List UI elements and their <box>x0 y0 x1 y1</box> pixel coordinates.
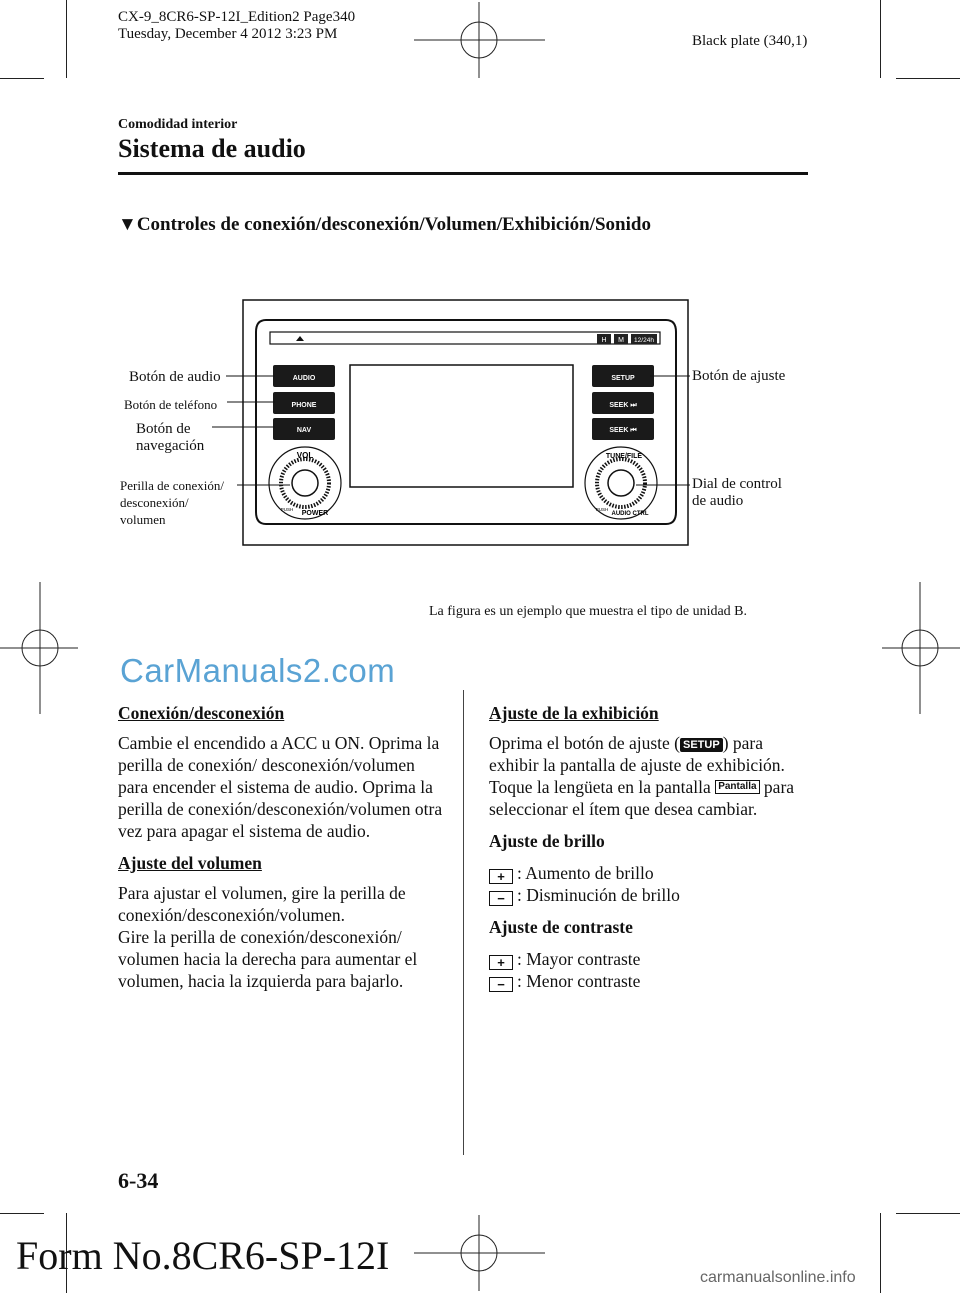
brightness-minus-row <box>489 884 814 906</box>
nav-button-text: NAV <box>296 427 312 434</box>
file-info-line1: CX-9_8CR6-SP-12I_Edition2 Page340 <box>118 9 356 25</box>
minus-key-icon: − <box>489 977 513 992</box>
plus-key-icon: + <box>489 869 513 884</box>
diagram-caption: La figura es un ejemplo que muestra el tipo de unidad B. <box>429 604 748 619</box>
audio-control-dial <box>585 447 657 519</box>
left-buttons <box>273 365 335 440</box>
contrast-minus-text: : Menor contraste <box>517 971 641 991</box>
power-paragraph: Cambie el encendido a ACC u ON. Oprima la perilla de conexión/ desconexión/volumen para encender el sistema de audio. Oprima la perilla de conexión/desconexión/volumen otra vez para apagar el sistema de audio. <box>118 733 443 841</box>
volume-paragraph-2: Gire la perilla de conexión/desconexión/ volumen hacia la derecha para aumentar el volumen, hacia la izquierda para bajarlo. <box>118 927 418 991</box>
brightness-plus-text: : Aumento de brillo <box>517 863 654 883</box>
label-nav-line1: Botón de <box>136 421 191 437</box>
display-text-c: para seleccionar el ítem que desea cambiar. <box>489 777 795 819</box>
label-dial-line2: de audio <box>692 493 744 509</box>
label-dial-line1: Dial de control <box>692 476 782 492</box>
watermark-logo: CarManuals2.com <box>120 652 396 689</box>
power-volume-knob <box>269 447 341 519</box>
page-title: Sistema de audio <box>118 134 306 163</box>
label-power-line1: Perilla de conexión/ <box>120 478 224 493</box>
clock-button-label: 12/24h <box>634 337 654 344</box>
push-right-label: PUSH <box>595 507 609 512</box>
volume-paragraph-1: Para ajustar el volumen, gire la perilla de conexión/desconexión/volumen. <box>118 883 406 925</box>
display-text-a: Oprima el botón de ajuste ( <box>489 733 680 753</box>
right-buttons <box>592 365 654 440</box>
source-site: carmanualsonline.info <box>700 1269 856 1286</box>
audio-button-text: AUDIO <box>292 375 316 382</box>
brightness-minus-text: : Disminución de brillo <box>517 885 680 905</box>
contrast-list <box>489 948 814 992</box>
brightness-list <box>489 862 814 906</box>
subheading-text: Controles de conexión/desconexión/Volumen/Exhibición/Sonido <box>136 214 651 235</box>
audio-ctrl-label: AUDIO CTRL <box>611 511 649 517</box>
display-screen <box>350 365 573 487</box>
tune-file-label: TUNE/FILE <box>605 453 643 460</box>
label-power-line2: desconexión/ <box>120 495 189 510</box>
m-button-label: M <box>618 337 624 344</box>
pantalla-tab-icon: Pantalla <box>715 780 759 794</box>
plate-info: Black plate (340,1) <box>692 33 808 49</box>
display-text-b: ) para exhibir la pantalla de ajuste de exhibición. Toque la lengüeta en la pantalla <box>489 733 785 797</box>
column-divider <box>463 690 464 1155</box>
heading-brightness: Ajuste de brillo <box>489 831 605 851</box>
h-button-label: H <box>601 337 607 344</box>
label-audio-dial <box>692 476 782 510</box>
plus-key-icon: + <box>489 955 513 970</box>
label-power-knob <box>120 477 224 528</box>
eject-icon <box>296 336 304 341</box>
label-power-line3: volumen <box>120 512 166 527</box>
display-paragraph <box>489 732 814 820</box>
vol-label: VOL <box>296 451 314 460</box>
heading-contrast: Ajuste de contraste <box>489 917 633 937</box>
minus-key-icon: − <box>489 891 513 906</box>
page-number: 6-34 <box>118 1168 159 1193</box>
section-label: Comodidad interior <box>118 117 238 132</box>
heading-volume: Ajuste del volumen <box>118 853 262 873</box>
label-nav-button <box>136 421 204 455</box>
seek-back-text: SEEK ⏮ <box>609 427 637 434</box>
right-column <box>489 702 814 992</box>
left-column <box>118 702 448 1002</box>
seek-forward-text: SEEK ⏭ <box>609 402 637 409</box>
form-number: Form No.8CR6-SP-12I <box>16 1233 390 1278</box>
heading-display: Ajuste de la exhibición <box>489 703 659 723</box>
phone-button-text: PHONE <box>291 402 317 409</box>
setup-key-icon: SETUP <box>680 738 723 752</box>
label-audio-button: Botón de audio <box>129 369 221 385</box>
brightness-plus-row <box>489 862 814 884</box>
file-info-line2: Tuesday, December 4 2012 3:23 PM <box>118 26 338 42</box>
heading-power: Conexión/desconexión <box>118 703 285 723</box>
push-left-label: PUSH <box>280 507 294 512</box>
setup-button-text: SETUP <box>611 375 635 382</box>
label-nav-line2: navegación <box>136 438 205 454</box>
label-phone-button: Botón de teléfono <box>124 397 218 412</box>
power-label: POWER <box>301 510 329 517</box>
contrast-plus-text: : Mayor contraste <box>517 949 641 969</box>
label-setup-button: Botón de ajuste <box>692 368 786 384</box>
contrast-plus-row <box>489 948 814 970</box>
contrast-minus-row <box>489 970 814 992</box>
subheading-marker: ▼ <box>118 214 137 235</box>
